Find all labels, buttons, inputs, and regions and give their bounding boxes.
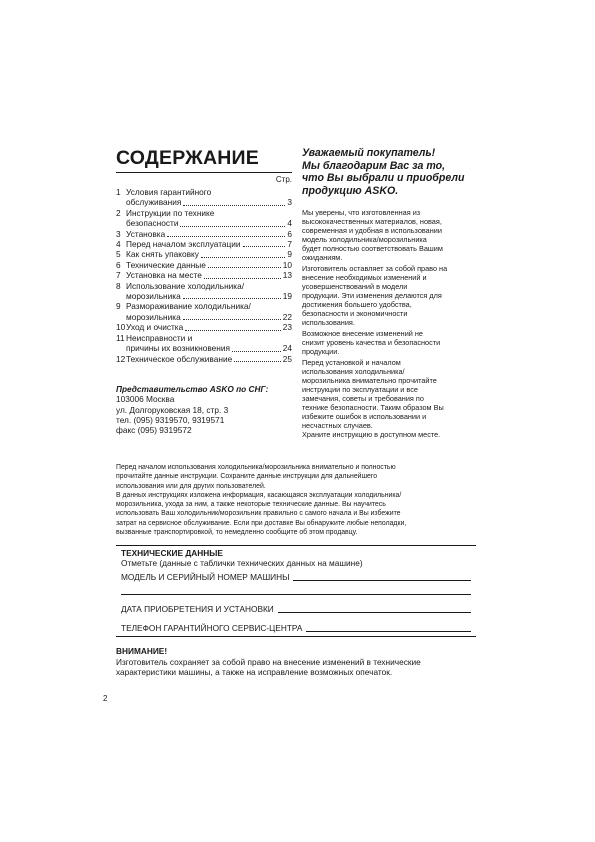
toc-item bbox=[116, 249, 292, 259]
model-serial-label: МОДЕЛЬ И СЕРИЙНЫЙ НОМЕР МАШИНЫ bbox=[121, 572, 290, 582]
tech-data-note: Отметьте (данные с таблички технических данных на машине) bbox=[121, 558, 363, 568]
toc-item bbox=[116, 260, 292, 270]
toc-item-number: 4 bbox=[116, 239, 121, 250]
greeting-paragraph-line: модель холодильника/морозильника bbox=[302, 235, 427, 245]
greeting-paragraph-line: современная и удобная в использовании bbox=[302, 226, 442, 236]
greeting-title-line: Уважаемый покупатель! bbox=[302, 147, 436, 159]
greeting-paragraph-line: безопасности и экономичности bbox=[302, 308, 408, 318]
greeting-paragraph bbox=[302, 265, 482, 327]
greeting-paragraph bbox=[302, 330, 482, 357]
toc-item-text: Условия гарантийного bbox=[126, 187, 212, 197]
intro-line: прочитайте данные инструкции. Сохраните данные инструкции для дальнейшего bbox=[116, 473, 378, 481]
representative-line: 103006 Москва bbox=[116, 394, 175, 405]
toc-leader-dots bbox=[234, 361, 281, 362]
toc-item-page: 4 bbox=[287, 218, 292, 229]
toc-item-text: обслуживания bbox=[126, 197, 182, 208]
greeting-title bbox=[302, 147, 482, 197]
toc-item bbox=[116, 239, 292, 249]
toc-item-number: 3 bbox=[116, 228, 121, 239]
greeting-paragraph-line: использования. bbox=[302, 317, 355, 327]
greeting-paragraph-line: продукции. Эти изменения делаются для bbox=[302, 291, 442, 301]
toc-list bbox=[116, 187, 292, 364]
greeting-paragraph-line: продукции. bbox=[302, 346, 340, 356]
warning-title: ВНИМАНИЕ! bbox=[116, 646, 168, 656]
greeting-paragraph-line: технике безопасности. Таким образом Вы bbox=[302, 402, 444, 412]
toc-item-page: 25 bbox=[282, 353, 292, 364]
toc-item bbox=[116, 322, 292, 332]
greeting-paragraph-line: усовершенствований в модели bbox=[302, 282, 408, 292]
toc-item-number: 7 bbox=[116, 270, 121, 281]
greeting-paragraph-line: морозильника внимательно прочитайте bbox=[302, 376, 437, 386]
greeting-paragraphs bbox=[302, 209, 482, 439]
toc-item bbox=[116, 281, 292, 302]
intro-line: Перед началом использования холодильника/морозильника внимательно и полностью bbox=[116, 464, 396, 471]
greeting-paragraph-line: высококачественных материалов, новая, bbox=[302, 217, 442, 227]
intro-paragraph bbox=[116, 463, 476, 537]
toc-item-text: безопасности bbox=[126, 218, 179, 229]
toc-item-number: 9 bbox=[116, 301, 121, 312]
service-phone-blank[interactable] bbox=[306, 631, 471, 632]
greeting-block bbox=[302, 147, 482, 442]
tech-data-box bbox=[116, 545, 476, 637]
toc-item bbox=[116, 208, 292, 229]
toc-item-text: морозильника bbox=[126, 291, 181, 302]
representative-line: тел. (095) 9319570, 9319571 bbox=[116, 414, 225, 425]
toc-item-text: Использование холодильника/ bbox=[126, 280, 245, 291]
greeting-title-line: Мы благодарим Вас за то, bbox=[302, 159, 446, 172]
toc-item-text: Установка bbox=[126, 228, 166, 239]
greeting-paragraph-line: избежите ошибок в использовании и bbox=[302, 411, 427, 421]
greeting-paragraph-line: будет полностью соответствовать Вашим bbox=[302, 244, 443, 253]
toc-item-text: Техническое обслуживание bbox=[126, 353, 233, 364]
toc-item-page: 3 bbox=[287, 197, 292, 208]
toc-item-text: Как снять упаковку bbox=[126, 249, 199, 260]
toc-item-number: 6 bbox=[116, 259, 121, 270]
intro-line: морозильника, ухода за ним, а также некоторые технические данные. Вы научитесь bbox=[116, 501, 386, 509]
greeting-paragraph-line: Храните инструкцию в доступном месте. bbox=[302, 429, 441, 439]
greeting-paragraph-line: инструкции по эксплуатации и все bbox=[302, 385, 418, 395]
purchase-date-blank[interactable] bbox=[278, 612, 471, 613]
toc-leader-dots bbox=[183, 298, 281, 299]
toc-item bbox=[116, 301, 292, 322]
intro-line: В данных инструкциях изложена информация, касающаяся эксплуатации холодильника/ bbox=[116, 491, 402, 499]
toc-item-text: морозильника bbox=[126, 311, 181, 322]
greeting-paragraph-line: внесение необходимых изменений и bbox=[302, 273, 427, 283]
page-number: 2 bbox=[103, 694, 108, 703]
toc-item-page: 22 bbox=[282, 311, 292, 322]
toc-leader-dots bbox=[167, 236, 285, 237]
representative-line: ул. Долгоруковская 18, стр. 3 bbox=[116, 404, 229, 415]
toc-leader-dots bbox=[208, 267, 281, 268]
greeting-title-line: продукцию ASKO. bbox=[302, 184, 399, 197]
greeting-paragraph-line: Возможное внесение изменений не bbox=[302, 329, 423, 339]
toc-item-text: Неисправности и bbox=[126, 332, 193, 343]
purchase-date-label: ДАТА ПРИОБРЕТЕНИЯ И УСТАНОВКИ bbox=[121, 604, 274, 614]
toc-item-text: Перед началом эксплуатации bbox=[126, 239, 241, 250]
toc-item-number: 8 bbox=[116, 280, 121, 291]
representative-title: Представительство ASKO по СНГ: bbox=[116, 384, 269, 394]
toc-item-page: 7 bbox=[287, 239, 292, 250]
toc-item-page: 9 bbox=[287, 249, 292, 260]
toc-item-number: 12 bbox=[116, 353, 126, 364]
table-of-contents bbox=[116, 147, 292, 364]
greeting-title-line: что Вы выбрали и приобрели bbox=[302, 172, 465, 185]
toc-item-text: причины их возникновения bbox=[126, 343, 230, 354]
toc-leader-dots bbox=[185, 330, 281, 331]
toc-item bbox=[116, 270, 292, 280]
toc-item bbox=[116, 229, 292, 239]
toc-item-number: 5 bbox=[116, 249, 121, 260]
tech-data-title: ТЕХНИЧЕСКИЕ ДАННЫЕ bbox=[121, 548, 223, 558]
representative-block bbox=[116, 384, 296, 435]
purchase-date-field[interactable] bbox=[121, 604, 471, 614]
greeting-paragraph-line: Мы уверены, что изготовленная из bbox=[302, 208, 421, 218]
toc-leader-dots bbox=[183, 205, 285, 206]
toc-item-text: Технические данные bbox=[126, 259, 206, 270]
intro-line: использовать Ваш холодильник/морозильник правильно с самого начала и Вы избежите bbox=[116, 510, 401, 518]
toc-page-header: Стр. bbox=[275, 175, 292, 184]
greeting-paragraph-line: Перед установкой и началом bbox=[302, 358, 401, 368]
model-serial-blank-2[interactable] bbox=[121, 582, 471, 595]
greeting-paragraph-line: замечания, советы и требования по bbox=[302, 394, 424, 403]
toc-leader-dots bbox=[180, 226, 285, 227]
warning-line: Изготовитель сохраняет за собой право на внесение изменений в технические bbox=[116, 656, 421, 667]
representative-line: факс (095) 9319572 bbox=[116, 425, 192, 436]
greeting-paragraph-line: ожиданиям. bbox=[302, 252, 343, 262]
greeting-paragraph-line: использования холодильника/ bbox=[302, 367, 405, 377]
toc-item bbox=[116, 333, 292, 354]
toc-item-text: Размораживание холодильника/ bbox=[126, 301, 251, 312]
toc-item-number: 1 bbox=[116, 187, 121, 197]
toc-item-text: Инструкции по технике bbox=[126, 207, 215, 218]
greeting-paragraph bbox=[302, 209, 482, 262]
greeting-paragraph bbox=[302, 359, 482, 439]
toc-leader-dots bbox=[232, 351, 281, 352]
greeting-paragraph-line: снизит уровень качества и безопасности bbox=[302, 338, 441, 348]
greeting-paragraph-line: несчастных случаев. bbox=[302, 420, 373, 430]
toc-item-number: 11 bbox=[116, 332, 125, 343]
toc-item-page: 19 bbox=[282, 291, 292, 302]
greeting-paragraph-line: Изготовитель оставляет за собой право на bbox=[302, 264, 448, 274]
model-serial-blank[interactable] bbox=[293, 580, 471, 581]
toc-item-page: 13 bbox=[282, 270, 292, 281]
warning-line: характеристики машины, а также на исправление возможных опечаток. bbox=[116, 667, 393, 678]
intro-line: вызванные транспортировкой, то немедленно сообщите об этом продавцу. bbox=[116, 529, 358, 537]
toc-title: СОДЕРЖАНИЕ bbox=[116, 147, 292, 173]
toc-item bbox=[116, 354, 292, 364]
intro-line: использования или для других пользователей. bbox=[116, 482, 266, 490]
greeting-paragraph-line: достижения большего удобства, bbox=[302, 299, 412, 309]
toc-item bbox=[116, 187, 292, 208]
toc-item-text: Уход и очистка bbox=[126, 322, 184, 333]
toc-leader-dots bbox=[183, 319, 281, 320]
toc-leader-dots bbox=[243, 246, 286, 247]
service-phone-label: ТЕЛЕФОН ГАРАНТИЙНОГО СЕРВИС-ЦЕНТРА bbox=[121, 623, 303, 633]
warning-block bbox=[116, 646, 476, 678]
toc-item-number: 2 bbox=[116, 207, 121, 218]
toc-leader-dots bbox=[204, 278, 281, 279]
toc-leader-dots bbox=[201, 257, 285, 258]
toc-item-number: 10 bbox=[116, 322, 126, 333]
toc-item-page: 6 bbox=[287, 228, 292, 239]
model-serial-field[interactable] bbox=[121, 572, 471, 582]
tech-data-bottom-rule bbox=[116, 636, 476, 637]
intro-line: затрат на сервисное обслуживание. Если при доставке Вы обнаружите любые неполадки, bbox=[116, 519, 407, 527]
toc-item-page: 24 bbox=[282, 343, 292, 354]
toc-item-page: 23 bbox=[282, 322, 292, 333]
toc-item-page: 10 bbox=[282, 259, 292, 270]
toc-item-text: Установка на месте bbox=[126, 270, 202, 281]
service-phone-field[interactable] bbox=[121, 623, 471, 633]
